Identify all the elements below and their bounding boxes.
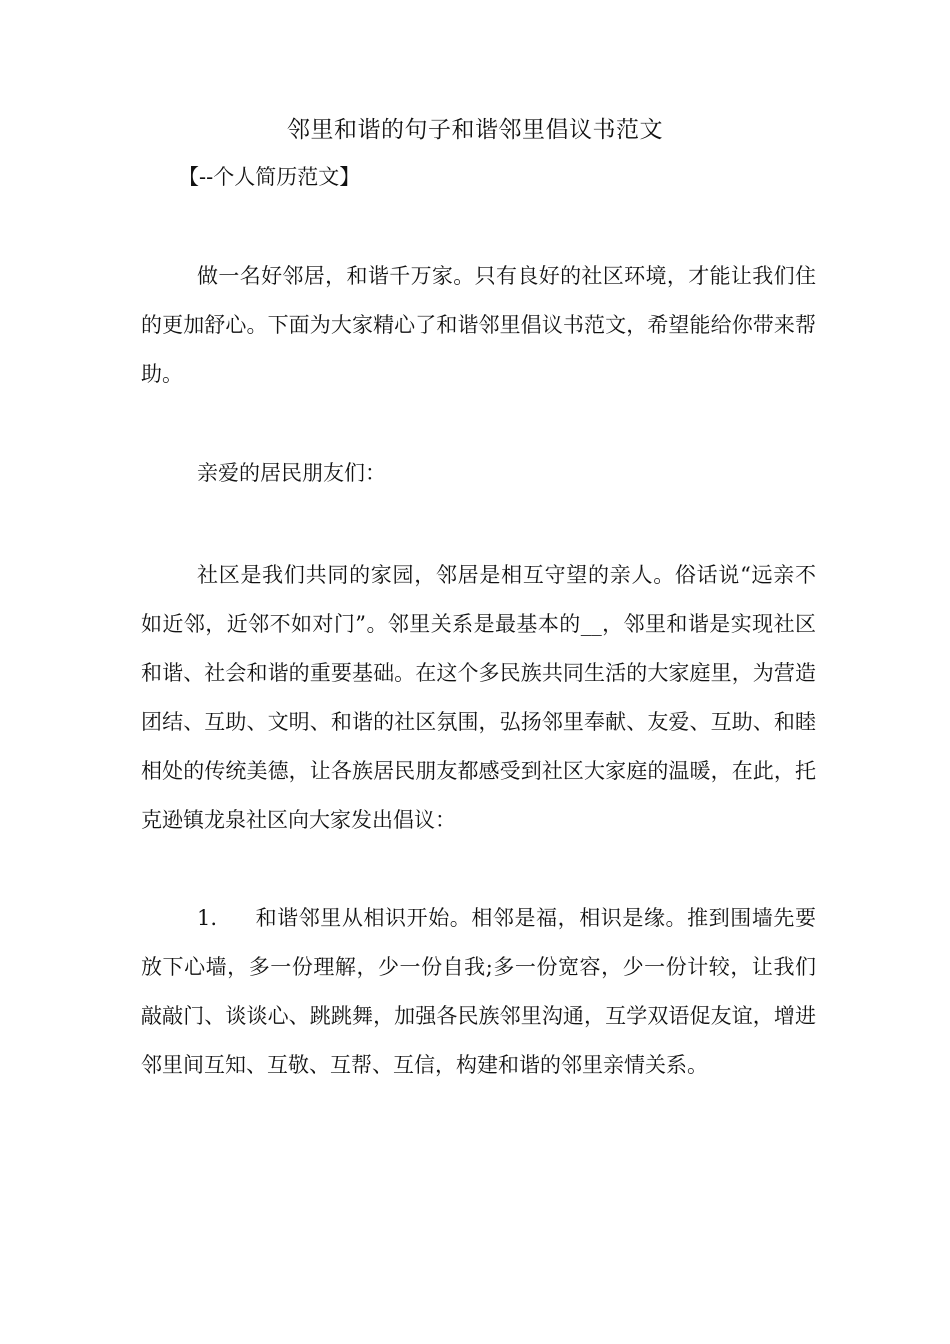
category-label: 【--个人简历范文】 bbox=[178, 165, 361, 189]
document-title: 邻里和谐的句子和谐邻里倡议书范文 bbox=[287, 117, 663, 143]
intro-paragraph: 做一名好邻居，和谐千万家。只有良好的社区环境，才能让我们住的更加舒心。下面为大家精心了和谐邻里倡议书范文，希望能给你带来帮助。 bbox=[141, 264, 816, 386]
list-item-number: 1. bbox=[197, 906, 218, 930]
body-paragraph: 社区是我们共同的家园，邻居是相互守望的亲人。俗话说“远亲不如近邻，近邻不如对门”。邻里关系是最基本的__，邻里和谐是实现社区和谐、社会和谐的重要基础。在这个多民族共同生活的大家庭里，为营造团结、互助、文明、和谐的社区氛围，弘扬邻里奉献、友爱、互助、和睦相处的传统美德，让各族居民朋友都感受到社区大家庭的温暖，在此，托克逊镇龙泉社区向大家发出倡议： bbox=[141, 563, 816, 832]
list-item bbox=[141, 894, 816, 1090]
list-item-text: 和谐邻里从相识开始。相邻是福，相识是缘。推到围墙先要放下心墙，多一份理解，少一份自我;多一份宽容，少一份计较，让我们敲敲门、谈谈心、跳跳舞，加强各民族邻里沟通，互学双语促友谊，增进邻里间互知、互敬、互帮、互信，构建和谐的邻里亲情关系。 bbox=[141, 906, 816, 1077]
greeting-paragraph: 亲爱的居民朋友们： bbox=[197, 461, 386, 485]
